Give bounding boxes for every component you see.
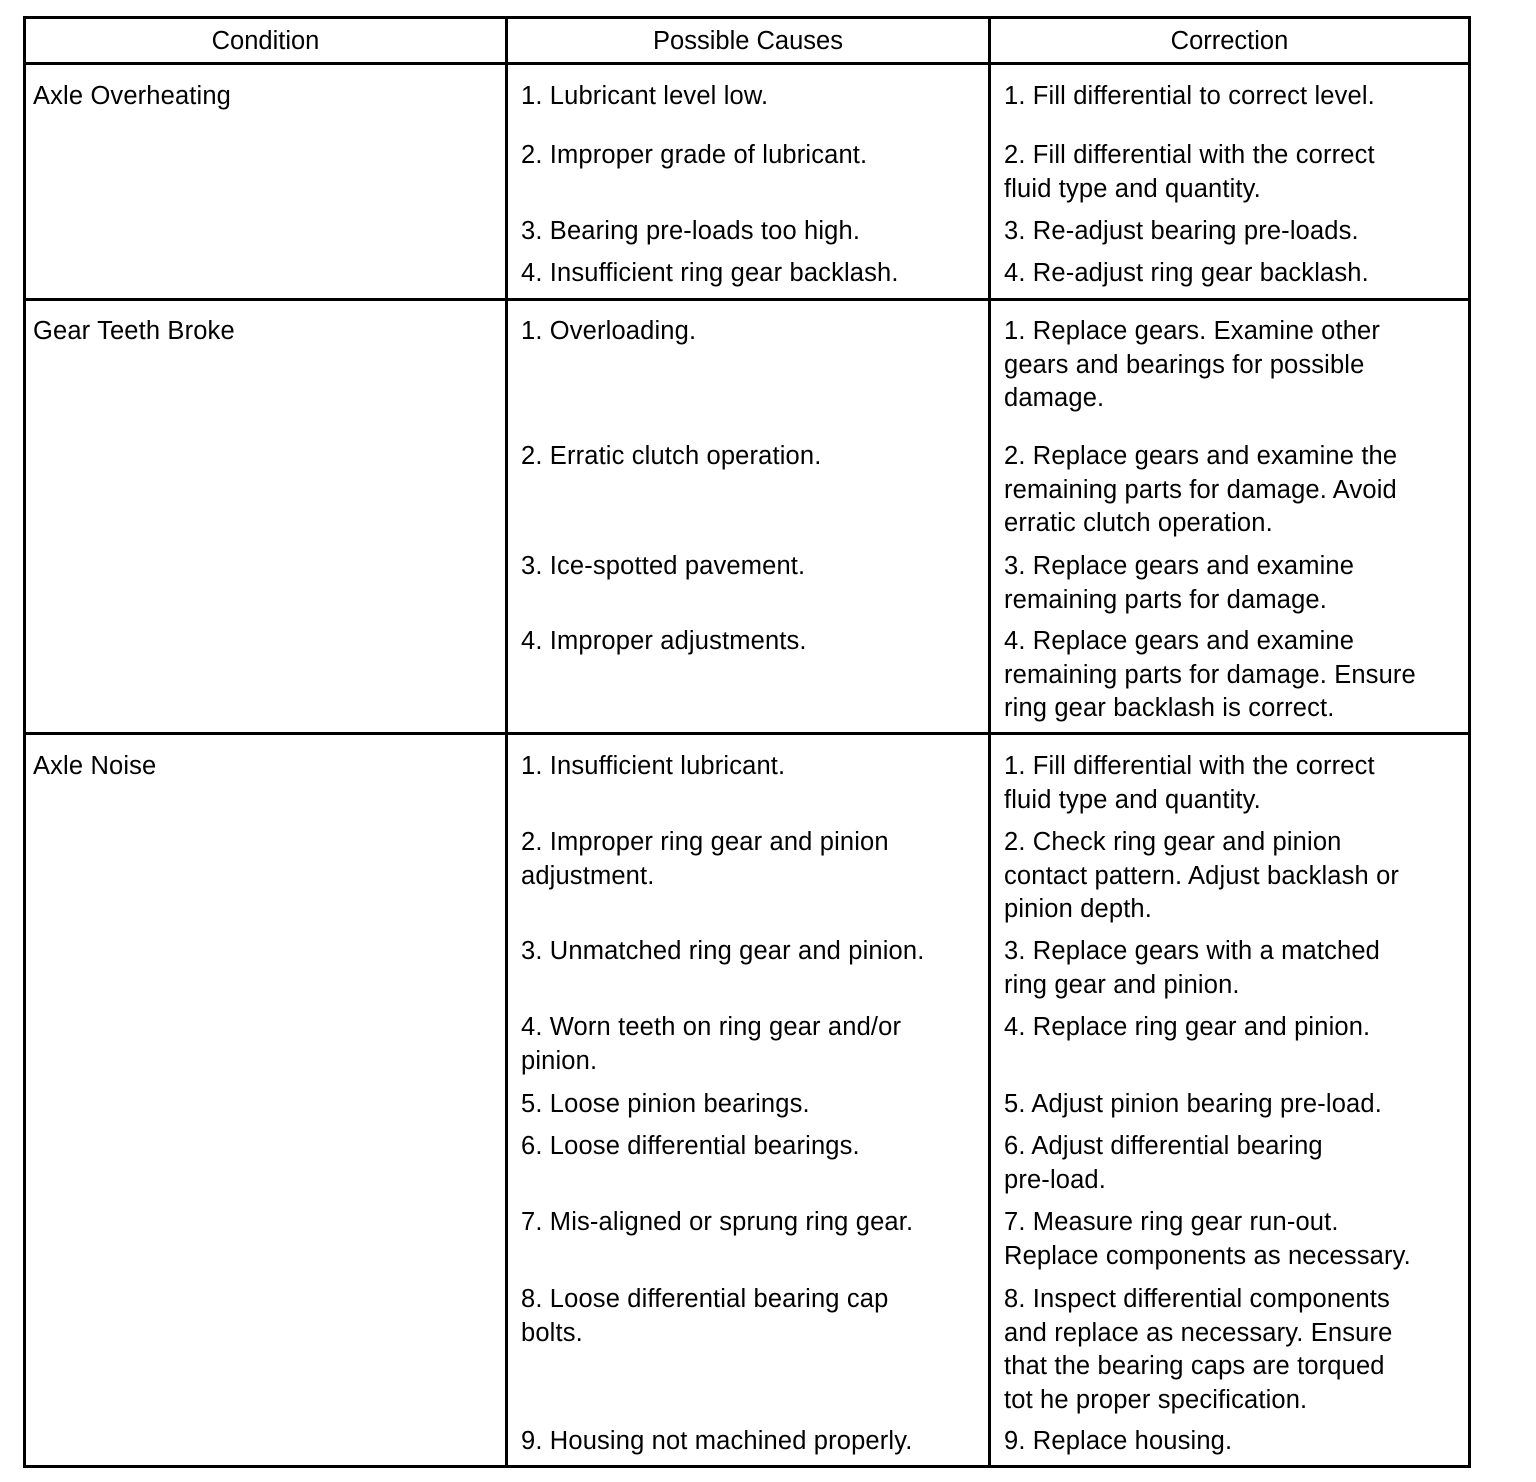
possible-cause-text: 2. Erratic clutch operation. [521,442,822,470]
possible-cause-text: adjustment. [521,861,655,890]
correction-text: 7. Measure ring gear run-out. [1004,1208,1339,1236]
row-divider-1 [26,298,1468,301]
possible-cause-text: 1. Overloading. [521,317,697,345]
correction-text: 4. Replace gears and examine [1004,627,1355,655]
possible-cause-text: 4. Insufficient ring gear backlash. [521,259,899,287]
possible-cause-text: 6. Loose differential bearings. [521,1132,860,1160]
correction-text: fluid type and quantity. [1004,174,1261,203]
possible-cause-text: 9. Housing not machined properly. [521,1427,913,1455]
possible-cause-text: 2. Improper ring gear and pinion [521,828,889,856]
correction-text: Replace components as necessary. [1004,1241,1411,1270]
condition-cell: Axle Overheating [33,82,232,110]
possible-cause-text: 5. Loose pinion bearings. [521,1090,810,1118]
possible-cause-text: pinion. [521,1046,598,1075]
correction-text: 2. Check ring gear and pinion [1004,828,1342,856]
correction-text: damage. [1004,384,1105,412]
correction-text: 1. Fill differential to correct level. [1004,82,1375,110]
possible-cause-text: 3. Bearing pre-loads too high. [521,217,861,245]
correction-text: contact pattern. Adjust backlash or [1004,861,1400,890]
correction-text: pinion depth. [1004,895,1152,923]
correction-text: pre-load. [1004,1165,1106,1194]
possible-cause-text: 1. Insufficient lubricant. [521,752,786,780]
possible-cause-text: 4. Worn teeth on ring gear and/or [521,1013,902,1041]
possible-cause-text: 3. Unmatched ring gear and pinion. [521,937,925,965]
condition-cell: Gear Teeth Broke [33,317,235,345]
column-divider-1 [505,19,508,1465]
correction-text: erratic clutch operation. [1004,509,1273,537]
correction-text: ring gear and pinion. [1004,970,1240,999]
header-possible-causes: Possible Causes [653,27,843,55]
condition-cell: Axle Noise [33,752,157,780]
possible-cause-text: 7. Mis-aligned or sprung ring gear. [521,1208,914,1236]
row-divider-2 [26,732,1468,735]
header-condition: Condition [211,27,320,55]
correction-text: that the bearing caps are torqued [1004,1352,1385,1380]
correction-text: and replace as necessary. Ensure [1004,1318,1393,1347]
troubleshooting-table [23,16,1471,1468]
correction-text: 1. Fill differential with the correct [1004,752,1375,780]
correction-text: 2. Fill differential with the correct [1004,141,1375,169]
correction-text: fluid type and quantity. [1004,785,1261,814]
correction-text: 8. Inspect differential components [1004,1285,1390,1313]
correction-text: remaining parts for damage. [1004,585,1327,614]
correction-text: 6. Adjust differential bearing [1004,1132,1323,1160]
correction-text: 3. Replace gears with a matched [1004,937,1381,965]
correction-text: 9. Replace housing. [1004,1427,1233,1455]
correction-text: remaining parts for damage. Avoid [1004,475,1397,504]
correction-text: tot he proper specification. [1004,1385,1308,1414]
column-divider-2 [988,19,991,1465]
correction-text: 3. Replace gears and examine [1004,552,1355,580]
possible-cause-text: 3. Ice-spotted pavement. [521,552,806,580]
header-divider [26,62,1468,65]
correction-text: 4. Re-adjust ring gear backlash. [1004,259,1369,287]
correction-text: 2. Replace gears and examine the [1004,442,1398,470]
correction-text: ring gear backlash is correct. [1004,694,1335,722]
correction-text: 3. Re-adjust bearing pre-loads. [1004,217,1359,245]
header-correction: Correction [1170,27,1289,55]
correction-text: 1. Replace gears. Examine other [1004,317,1381,345]
correction-text: gears and bearings for possible [1004,350,1365,379]
possible-cause-text: 1. Lubricant level low. [521,82,769,110]
possible-cause-text: bolts. [521,1318,583,1347]
correction-text: remaining parts for damage. Ensure [1004,660,1416,689]
possible-cause-text: 2. Improper grade of lubricant. [521,141,868,169]
possible-cause-text: 4. Improper adjustments. [521,627,807,655]
correction-text: 5. Adjust pinion bearing pre-load. [1004,1090,1382,1118]
correction-text: 4. Replace ring gear and pinion. [1004,1013,1371,1041]
possible-cause-text: 8. Loose differential bearing cap [521,1285,889,1313]
